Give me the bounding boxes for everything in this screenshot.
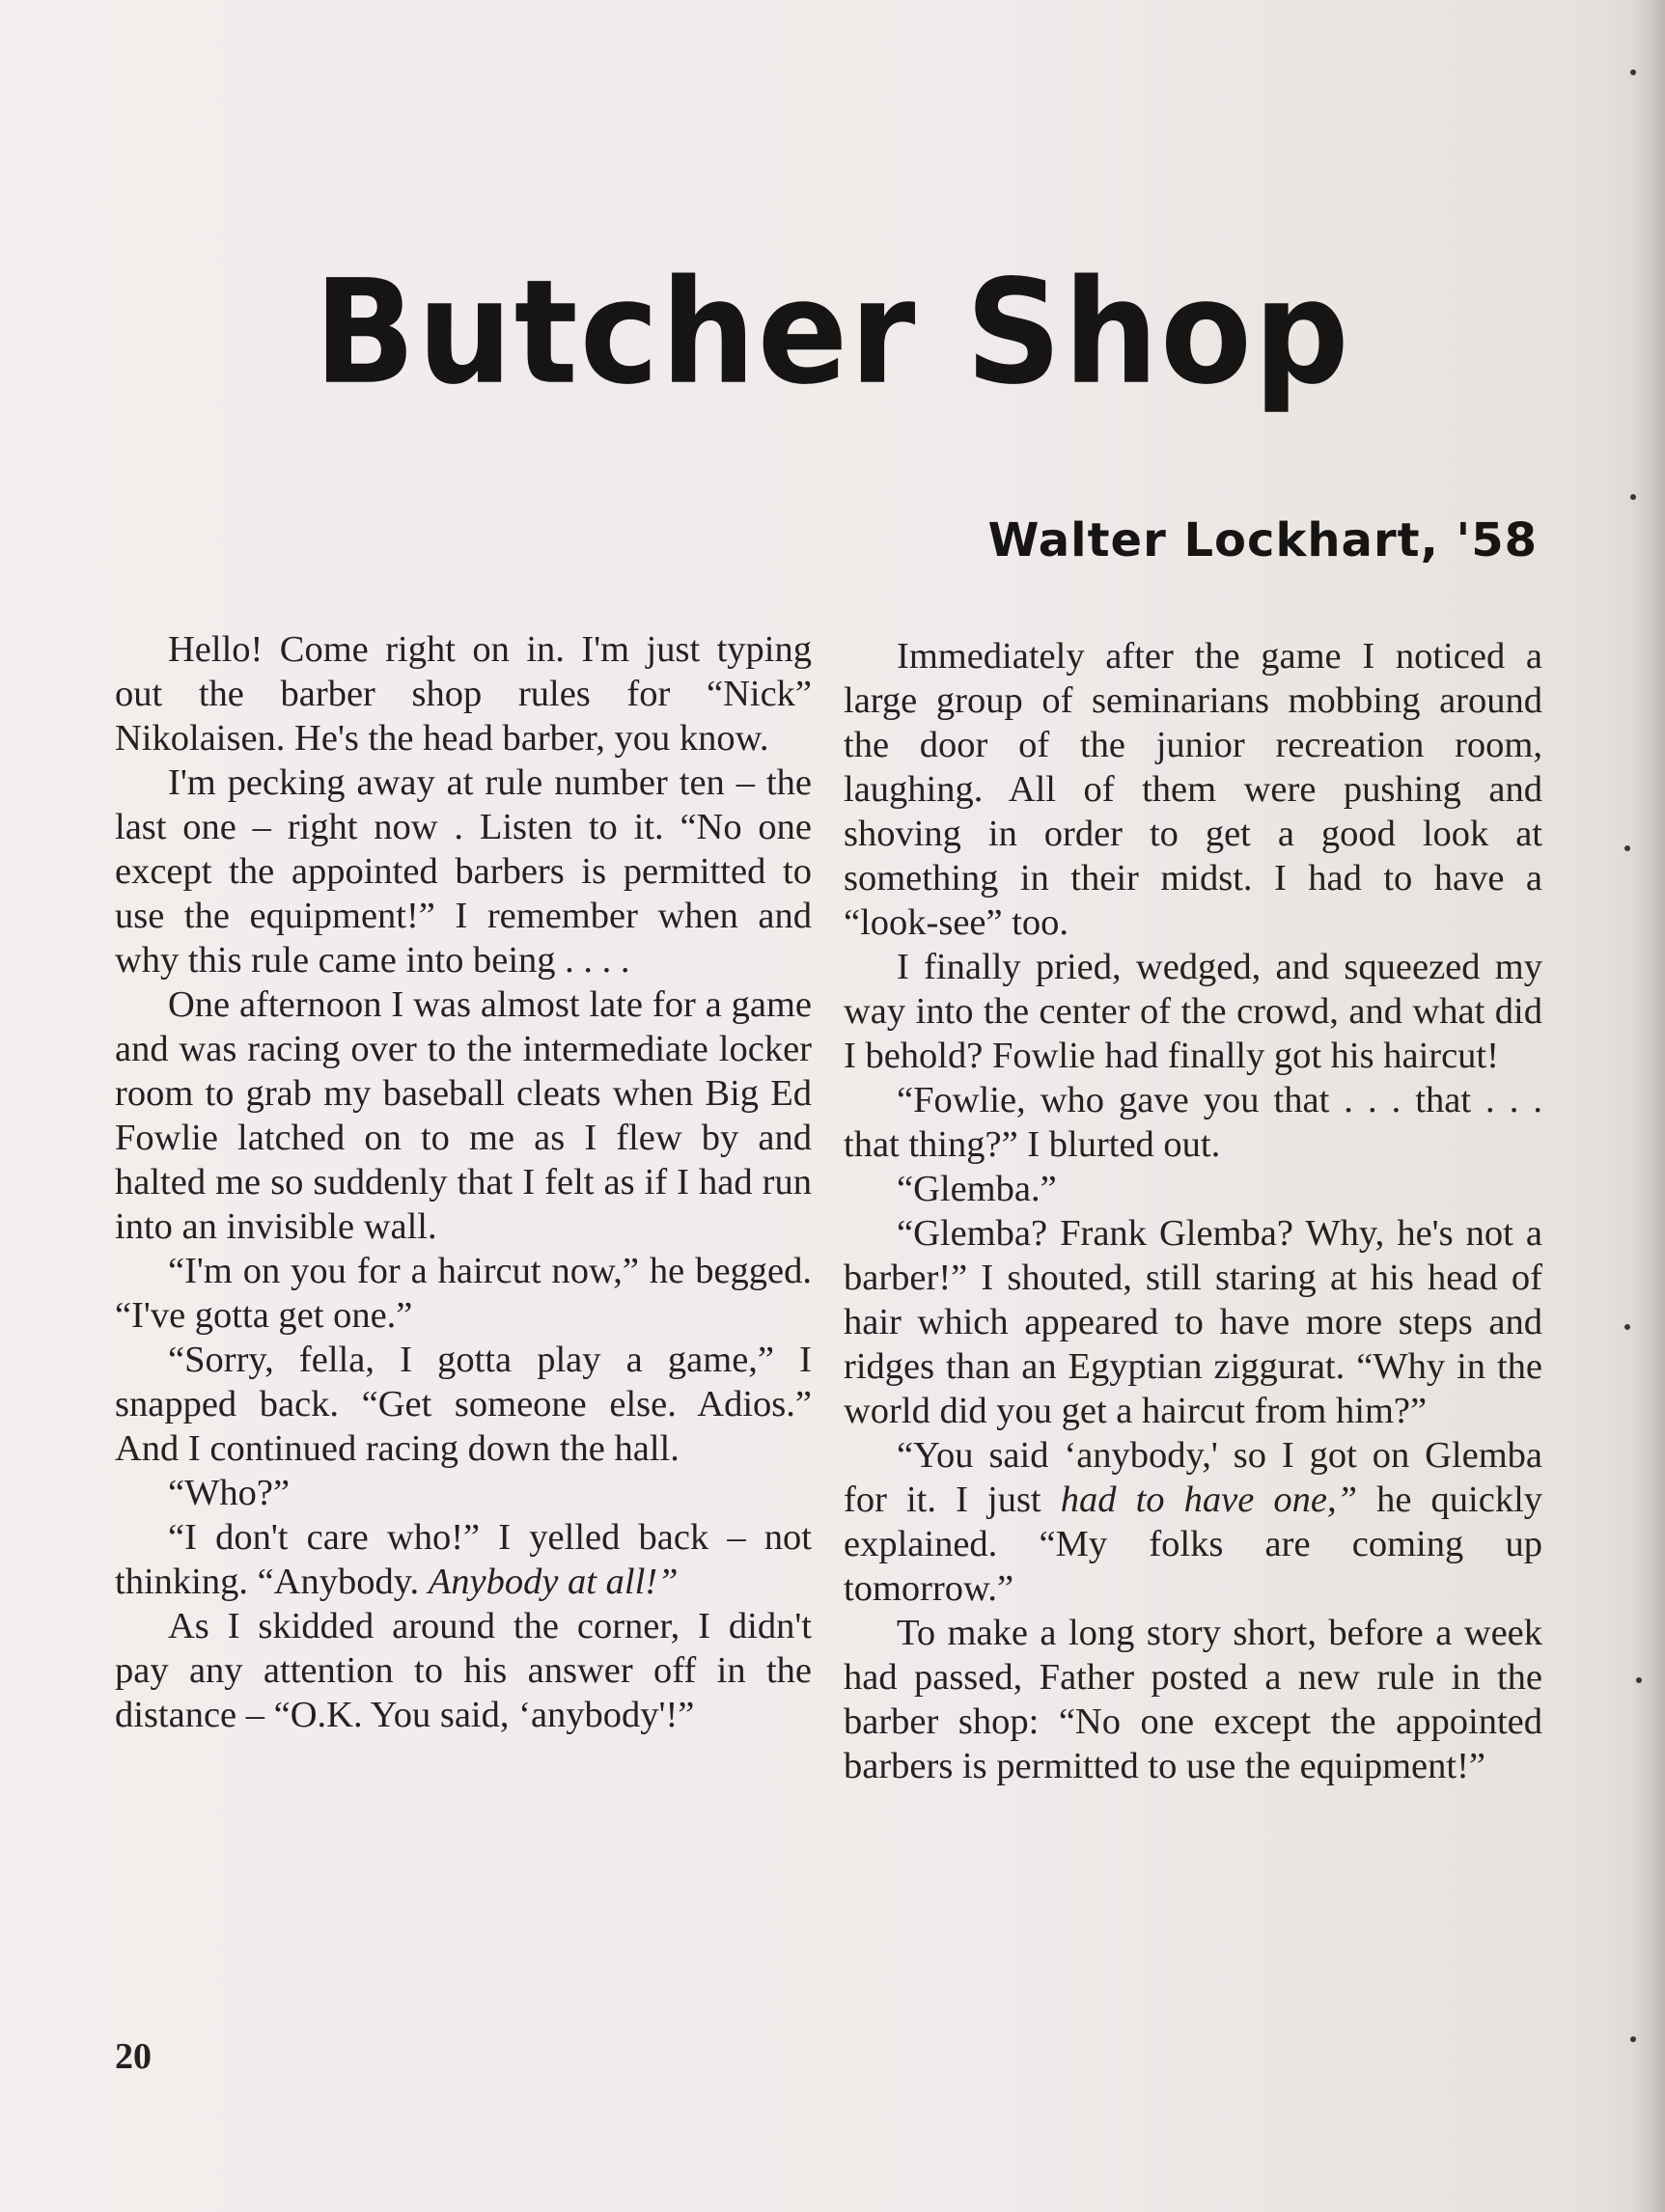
paragraph: “I'm on you for a haircut now,” he begged. “I've gotta get one.” xyxy=(115,1251,812,1336)
paragraph: I'm pecking away at rule number ten – the last one – right now . Listen to it. “No one except the appointed barbers is permitted to use the equipment!” I remember when and why this rule came into being . . . . xyxy=(115,762,812,981)
binding-hole-mark xyxy=(1624,1324,1630,1330)
paragraph xyxy=(844,1433,1542,1611)
paragraph: “Glemba? Frank Glemba? Why, he's not a barber!” I shouted, still staring at his head of hair which appeared to have more steps and ridges than an Egyptian ziggurat. “Why in the world did you get a haircut from him?” xyxy=(844,1213,1542,1431)
emphasized-text: had to have one,” xyxy=(1060,1479,1358,1520)
paragraph: As I skidded around the corner, I didn't pay any attention to his answer off in the distance – “O.K. You said, ‘anybody'!” xyxy=(115,1606,812,1735)
paragraph: “Fowlie, who gave you that . . . that . . . that thing?” I blurted out. xyxy=(844,1080,1542,1165)
paragraph: “Who?” xyxy=(168,1473,291,1513)
paragraph: “Sorry, fella, I gotta play a game,” I snapped back. “Get someone else. Adios.” And I continued racing down the hall. xyxy=(115,1340,812,1469)
binding-hole-mark xyxy=(1630,494,1636,500)
paragraph xyxy=(115,1515,812,1604)
binding-hole-mark xyxy=(1624,845,1630,851)
paragraph: To make a long story short, before a week had passed, Father posted a new rule in the barber shop: “No one except the appointed barbers is permitted to use the equipment!” xyxy=(844,1613,1542,1786)
paragraph: Immediately after the game I noticed a large group of seminarians mobbing around the door of the junior recreation room, laughing. All of them were pushing and shoving in order to get a good look at something in their midst. I had to have a “look-see” too. xyxy=(844,636,1542,943)
paragraph-text: he quickly explained. “My folks are coming up tomorrow.” xyxy=(844,1479,1543,1609)
binding-hole-mark xyxy=(1630,2036,1636,2042)
left-text-column xyxy=(115,627,812,1737)
page-number: 20 xyxy=(115,2036,152,2077)
article-byline: Walter Lockhart, '58 xyxy=(987,513,1538,567)
paragraph-text: “I don't care who!” I yelled back – not thinking. “Anybody. xyxy=(115,1517,812,1602)
binding-hole-mark xyxy=(1636,1677,1642,1683)
binding-hole-mark xyxy=(1630,69,1636,75)
right-text-column xyxy=(844,634,1542,1788)
paragraph: Hello! Come right on in. I'm just typing out the barber shop rules for “Nick” Nikolaisen. He's the head barber, you know. xyxy=(115,629,812,759)
paragraph: I finally pried, wedged, and squeezed my way into the center of the crowd, and what did I behold? Fowlie had finally got his haircut! xyxy=(844,947,1542,1076)
emphasized-text: Anybody at all!” xyxy=(428,1562,679,1602)
paragraph: “Glemba.” xyxy=(897,1169,1057,1209)
article-title: Butcher Shop xyxy=(314,248,1351,417)
paragraph-text: “You said ‘anybody,' so I got on Glemba for it. I just xyxy=(844,1435,1542,1520)
paragraph: One afternoon I was almost late for a game and was racing over to the intermediate locker room to grab my baseball cleats when Big Ed Fowlie latched on to me as I flew by and halted me so suddenly that I felt as if I had run into an invisible wall. xyxy=(115,984,812,1247)
